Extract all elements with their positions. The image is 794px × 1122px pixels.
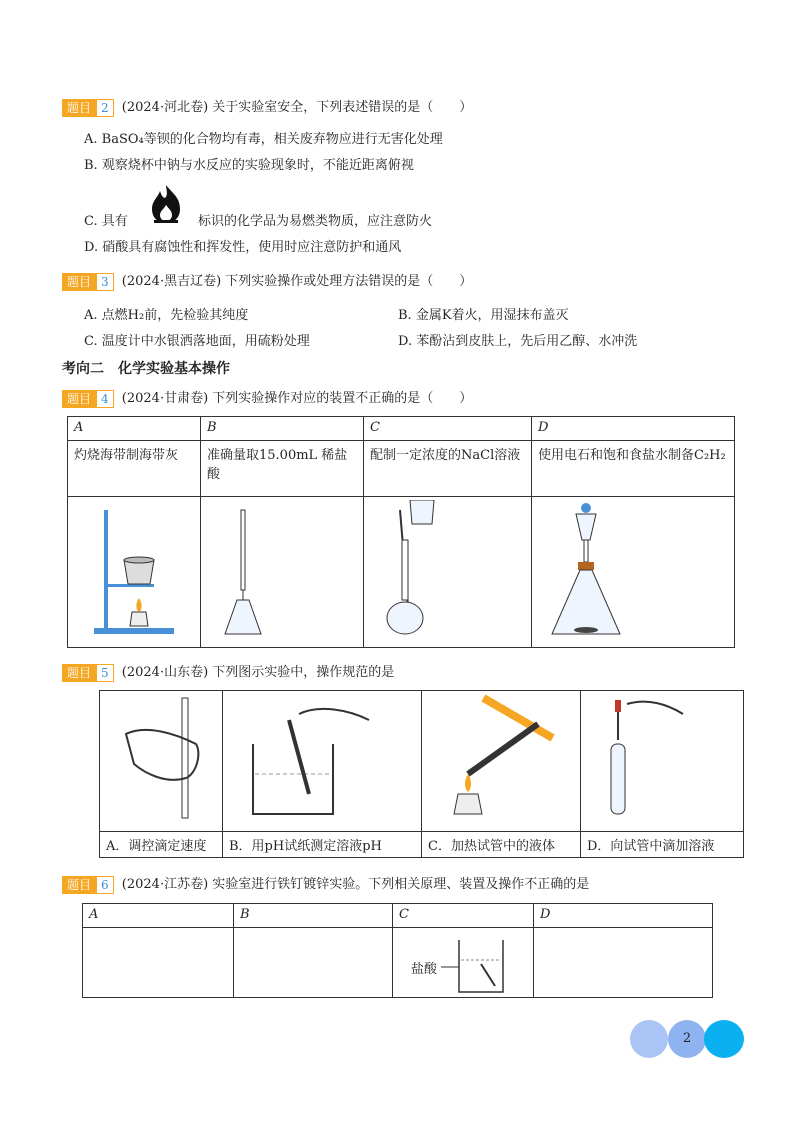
question-number: 6 (96, 876, 114, 894)
illustration-cell (422, 691, 581, 832)
question-tag: 题目 (62, 99, 96, 117)
beaker-label: 盐酸 (411, 962, 438, 977)
option-d: D. 苯酚沾到皮肤上，先后用乙醇、水冲洗 (398, 334, 638, 349)
q5-table (99, 690, 744, 858)
question-2-header (62, 96, 472, 117)
question-number: 2 (96, 99, 114, 117)
option-c-suffix: 标识的化学品为易燃类物质，应注意防火 (198, 214, 433, 229)
option-a: A. 点燃H₂前，先检验其纯度 (84, 308, 249, 323)
table-cell: 灼烧海带制海带灰 (68, 441, 201, 497)
ph-paper-illustration (229, 694, 415, 824)
caption: A．调控滴定速度 (100, 832, 223, 858)
table-header: C (393, 904, 534, 928)
option-b: B. 观察烧杯中钠与水反应的实验现象时，不能近距离俯视 (84, 158, 414, 173)
table-cell: 使用电石和饱和食盐水制备C₂H₂ (532, 441, 735, 497)
illustration-cell (223, 691, 422, 832)
apparatus-cell (68, 497, 201, 648)
dropper-test-tube-illustration (587, 694, 737, 824)
volumetric-flask-illustration (370, 500, 515, 640)
question-5-header (62, 661, 394, 682)
crucible-stand-illustration (74, 500, 194, 640)
question-number: 3 (96, 273, 114, 291)
table-cell (83, 928, 234, 998)
apparatus-cell (201, 497, 364, 648)
apparatus-cell (364, 497, 532, 648)
question-stem: (2024·黑吉辽卷) 下列实验操作或处理方法错误的是（ ） (121, 274, 473, 289)
table-cell: 配制一定浓度的NaCl溶液 (364, 441, 532, 497)
titration-hand-illustration (106, 694, 216, 824)
page-decoration-circle (630, 1020, 668, 1058)
q6-table (82, 903, 713, 998)
beaker-illustration (441, 934, 511, 996)
question-tag: 题目 (62, 273, 96, 291)
question-tag: 题目 (62, 876, 96, 894)
caption: D．向试管中滴加溶液 (581, 832, 744, 858)
illustration-cell (581, 691, 744, 832)
question-6-header (62, 873, 589, 894)
q4-table (67, 416, 735, 648)
question-stem: (2024·江苏卷) 实验室进行铁钉镀锌实验。下列相关原理、装置及操作不正确的是 (121, 877, 590, 892)
question-3-header (62, 270, 472, 291)
option-b: B. 金属K着火，用湿抹布盖灭 (398, 308, 569, 323)
apparatus-cell (532, 497, 735, 648)
page-decoration-circle (704, 1020, 744, 1058)
page-number: 2 (668, 1020, 706, 1058)
option-a: A. BaSO₄等钡的化合物均有毒，相关废弃物应进行无害化处理 (84, 132, 443, 147)
table-cell (393, 928, 534, 998)
table-header: C (364, 417, 532, 441)
table-cell (234, 928, 393, 998)
table-header: D (532, 417, 735, 441)
table-header: A (68, 417, 201, 441)
question-tag: 题目 (62, 664, 96, 682)
caption: B．用pH试纸测定溶液pH (223, 832, 422, 858)
option-d: D. 硝酸具有腐蚀性和挥发性，使用时应注意防护和通风 (84, 240, 402, 255)
option-c-prefix: C. 具有 (84, 214, 128, 229)
table-header: A (83, 904, 234, 928)
question-stem: (2024·河北卷) 关于实验室安全，下列表述错误的是（ ） (121, 100, 473, 115)
burette-flask-illustration (207, 500, 347, 640)
table-header: B (234, 904, 393, 928)
table-cell (534, 928, 713, 998)
table-header: D (534, 904, 713, 928)
question-number: 4 (96, 390, 114, 408)
question-tag: 题目 (62, 390, 96, 408)
illustration-cell (100, 691, 223, 832)
option-c: C. 温度计中水银洒落地面，用硫粉处理 (84, 334, 310, 349)
question-stem: (2024·甘肃卷) 下列实验操作对应的装置不正确的是（ ） (121, 391, 473, 406)
table-header: B (201, 417, 364, 441)
caption: C．加热试管中的液体 (422, 832, 581, 858)
table-cell: 准确量取15.00mL 稀盐酸 (201, 441, 364, 497)
section-title: 考向二 化学实验基本操作 (62, 361, 230, 377)
flammable-icon (146, 183, 186, 225)
heating-test-tube-illustration (428, 694, 574, 824)
question-number: 5 (96, 664, 114, 682)
conical-flask-funnel-illustration (538, 500, 728, 640)
question-4-header (62, 387, 472, 408)
question-stem: (2024·山东卷) 下列图示实验中，操作规范的是 (121, 665, 395, 680)
